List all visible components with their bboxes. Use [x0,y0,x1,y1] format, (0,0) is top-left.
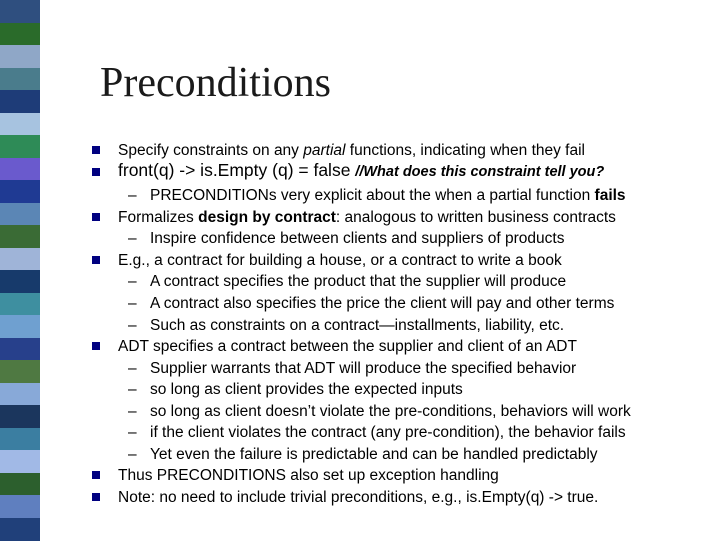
text-run: Inspire confidence between clients and suppliers of products [150,230,565,247]
text-run: front(q) -> is.Empty (q) = false [118,160,356,180]
stripe-block [0,495,40,518]
stripe-block [0,180,40,203]
stripe-block [0,90,40,113]
sub-bullet-text [128,293,614,314]
dash-marker: – [128,381,137,398]
bullet-marker [92,146,100,154]
stripe-block [0,0,40,23]
stripe-block [0,360,40,383]
dash-marker: – [128,230,137,247]
text-run: design by contract [198,209,336,226]
stripe-block [0,293,40,316]
bullet-marker [92,256,100,264]
stripe-block [0,225,40,248]
bullet-text [118,336,577,357]
slide-title: Preconditions [100,60,331,106]
bullet-marker [92,213,100,221]
dash-marker: – [128,295,137,312]
text-run: Such as constraints on a contract—installments, liability, etc. [150,317,565,334]
sub-bullet-text [128,185,626,206]
bullet-text [118,140,585,161]
text-run: E.g., a contract for building a house, or a contract to write a book [118,252,562,269]
text-run: Thus PRECONDITIONS also set up exception handling [118,467,499,484]
decorative-stripe [0,0,40,540]
text-run: PRECONDITIONs very explicit about the when a partial function [150,187,595,204]
text-run: if the client violates the contract (any pre-condition), the behavior fails [150,424,626,441]
stripe-block [0,518,40,541]
bullet-marker [92,168,100,176]
dash-marker: – [128,360,137,377]
text-run: : analogous to written business contracts [335,209,616,226]
text-run: partial [303,142,346,159]
stripe-block [0,23,40,46]
bullet-marker [92,471,100,479]
bullet-text [118,250,562,271]
stripe-block [0,450,40,473]
dash-marker: – [128,187,137,204]
sub-bullet-text [128,401,631,422]
sub-bullet-text [128,315,564,336]
bullet-text [118,160,604,183]
text-run: A contract specifies the product that the supplier will produce [150,273,567,290]
stripe-block [0,383,40,406]
text-run: so long as client doesn’t violate the pre-conditions, behaviors will work [150,403,631,420]
bullet-text [118,465,499,486]
text-run: //What does this constraint tell you? [355,164,605,180]
stripe-block [0,158,40,181]
stripe-block [0,68,40,91]
sub-bullet-text [128,271,566,292]
text-run: ADT specifies a contract between the supplier and client of an ADT [118,338,577,355]
stripe-block [0,203,40,226]
text-run: A contract also specifies the price the client will pay and other terms [150,295,615,312]
sub-bullet-text [128,228,564,249]
stripe-block [0,338,40,361]
text-run: Supplier warrants that ADT will produce the specified behavior [150,360,577,377]
dash-marker: – [128,403,137,420]
dash-marker: – [128,424,137,441]
dash-marker: – [128,273,137,290]
stripe-block [0,473,40,496]
stripe-block [0,45,40,68]
text-run: Formalizes [118,209,199,226]
dash-marker: – [128,446,137,463]
text-run: so long as client provides the expected inputs [150,381,463,398]
bullet-text [118,207,616,228]
stripe-block [0,315,40,338]
text-run: Yet even the failure is predictable and can be handled predictably [150,446,598,463]
bullet-marker [92,342,100,350]
text-run: functions, indicating when they fail [345,142,585,159]
sub-bullet-text [128,358,576,379]
stripe-block [0,113,40,136]
text-run: Specify constraints on any [118,142,304,159]
bullet-marker [92,493,100,501]
stripe-block [0,405,40,428]
bullet-text [118,487,598,508]
stripe-block [0,248,40,271]
text-run: Note: no need to include trivial preconditions, e.g., is.Empty(q) -> true. [118,489,599,506]
dash-marker: – [128,317,137,334]
text-run: fails [594,187,626,204]
stripe-block [0,428,40,451]
stripe-block [0,135,40,158]
sub-bullet-text [128,379,463,400]
sub-bullet-text [128,444,598,465]
stripe-block [0,270,40,293]
sub-bullet-text [128,422,626,443]
